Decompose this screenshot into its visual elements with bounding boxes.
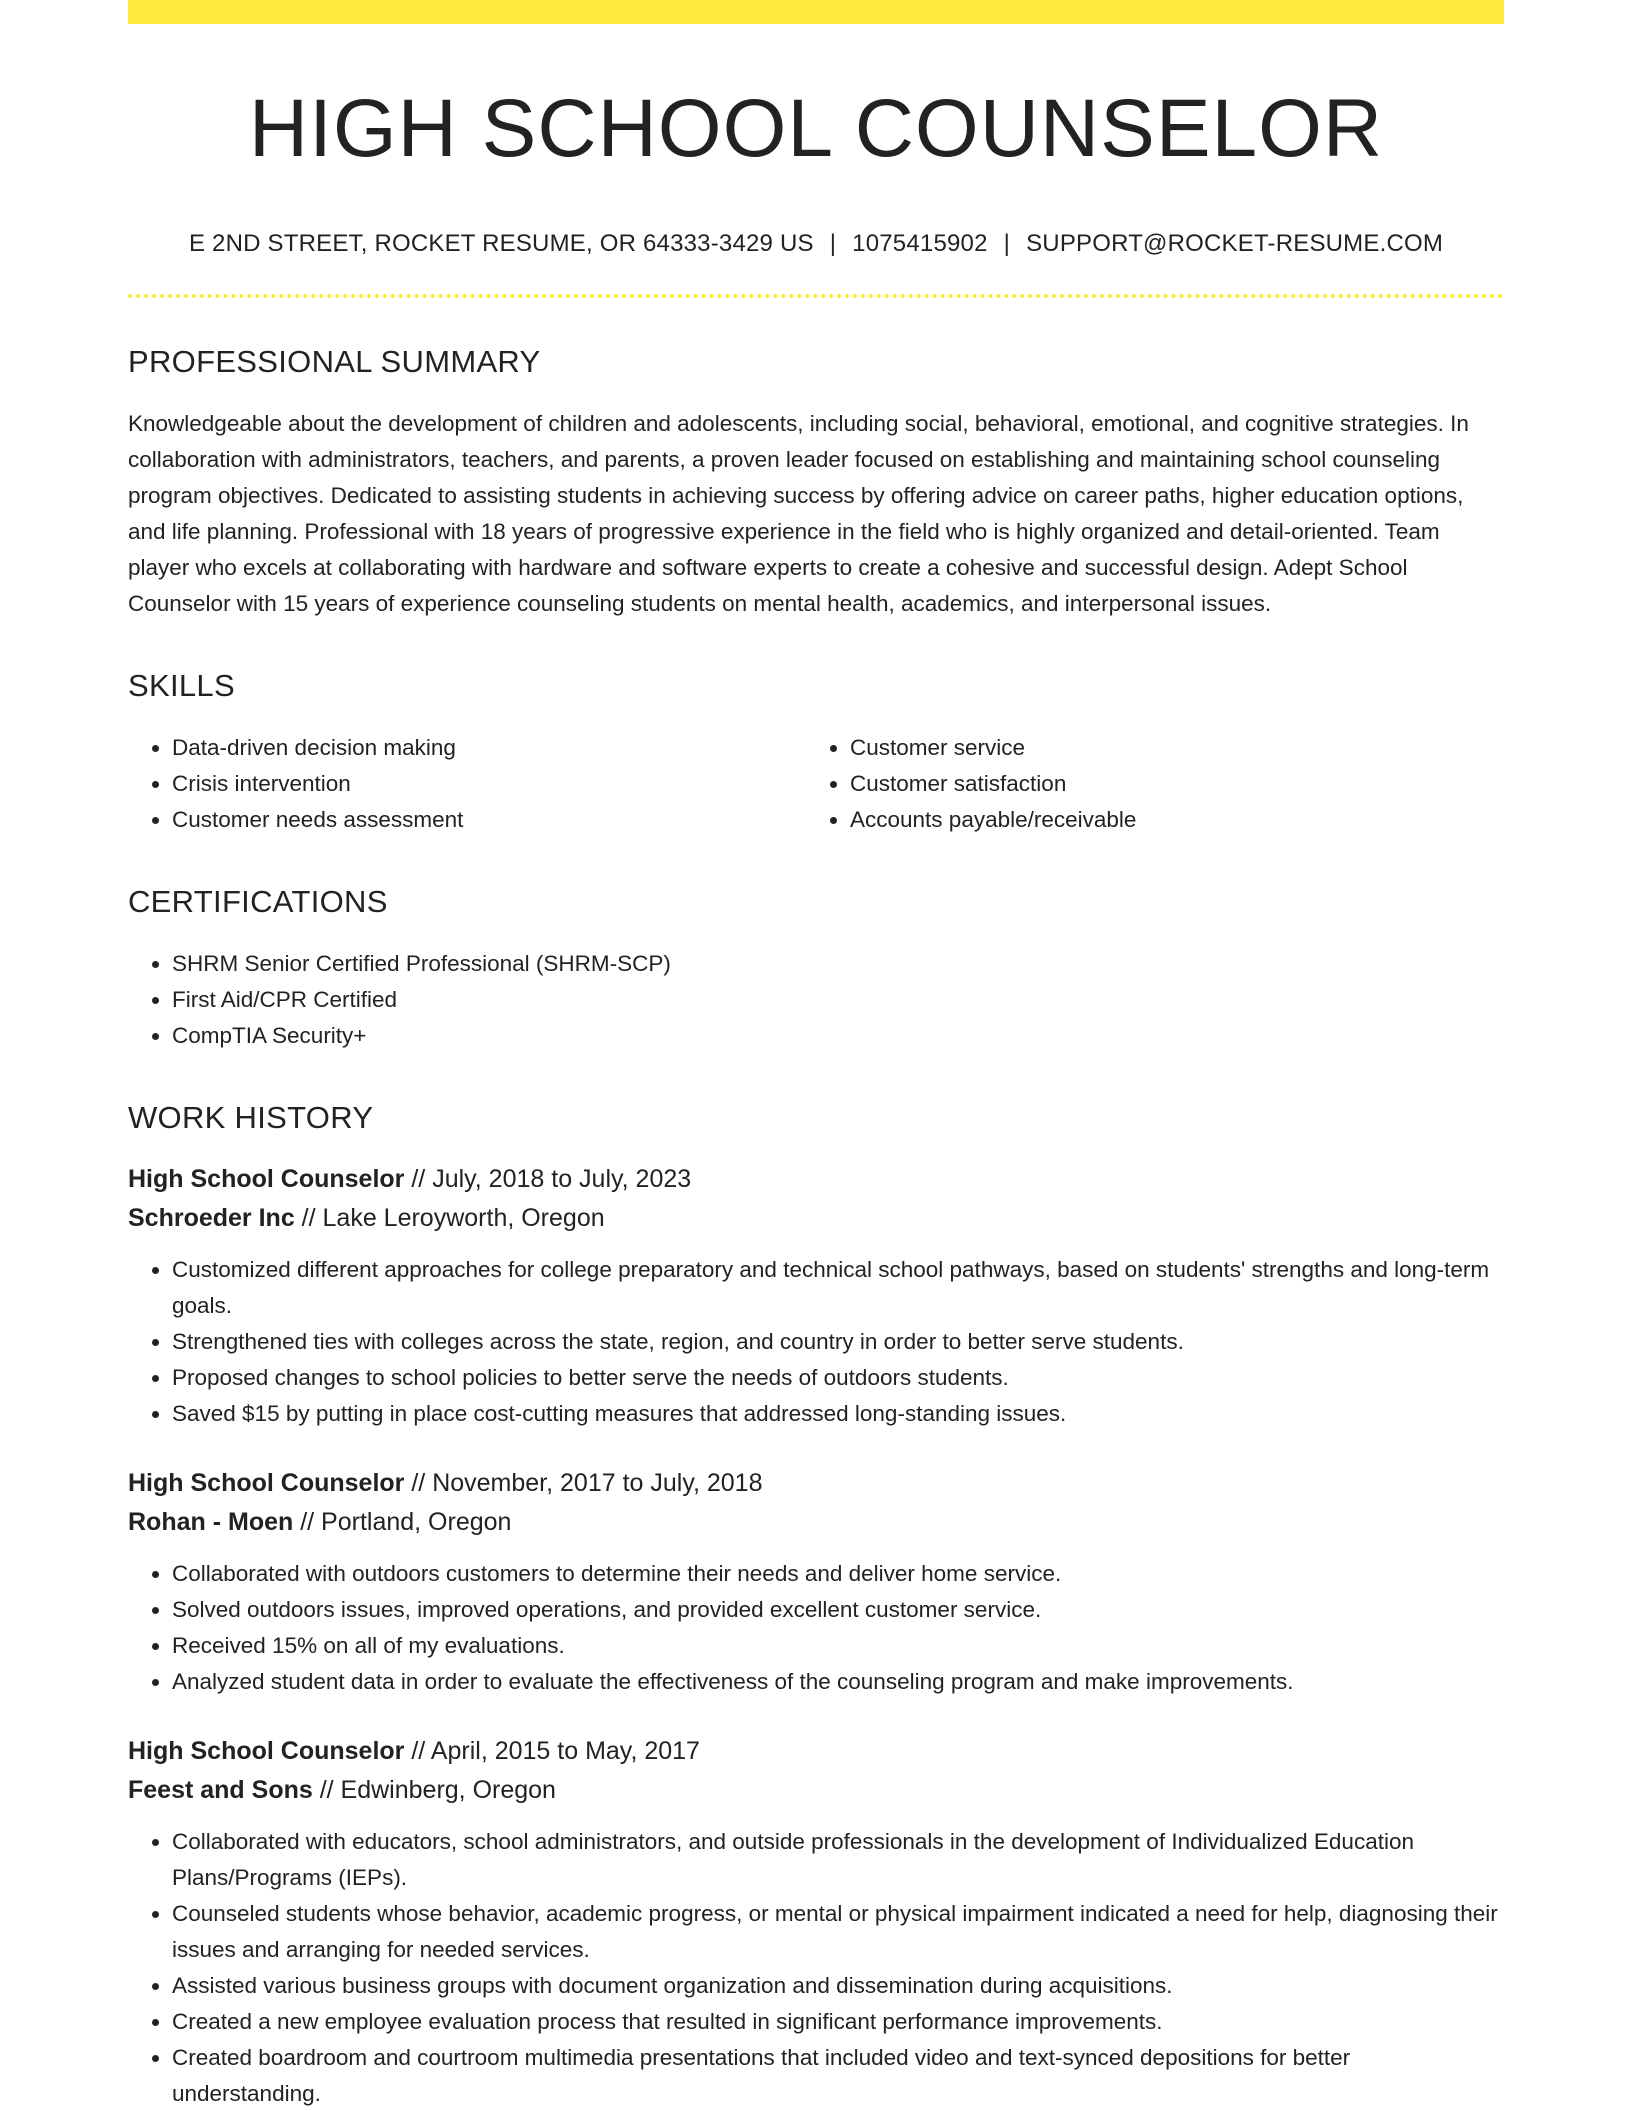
certification-item: • SHRM Senior Certified Professional (SHRM-SCP) — [172, 946, 1504, 982]
summary-text: Knowledgeable about the development of children and adolescents, including social, behavioral, emotional, and cognitive strategies. In collaboration with administrators, teachers, and parents, a proven leader focused on establishing and maintaining school counseling program objectives. Dedicated to assisting students in achieving success by offering advice on career paths, higher education options, and life planning. Professional with 18 years of progressive experience in the field who is highly organized and detail-oriented. Team player who excels at collaborating with hardware and software experts to create a cohesive and successful design. Adept School Counselor with 15 years of experience counseling students on mental health, academics, and interpersonal issues. — [128, 411, 1469, 617]
resume-page — [128, 0, 1504, 2112]
job-bullets — [128, 1252, 1504, 1432]
job-title-line — [128, 1464, 1504, 1503]
work-history-heading: WORK HISTORY — [128, 1100, 374, 1136]
job-bullet: • Collaborated with outdoors customers to determine their needs and deliver home service. — [172, 1556, 1504, 1592]
job-dates: // July, 2018 to July, 2023 — [404, 1165, 692, 1194]
skill-item: • Customer service — [850, 730, 1484, 766]
job-bullet: • Analyzed student data in order to evaluate the effectiveness of the counseling program and make improvements. — [172, 1664, 1504, 1700]
skills-column-2 — [806, 730, 1484, 838]
summary-heading: PROFESSIONAL SUMMARY — [128, 344, 541, 380]
job-location: // Lake Leroyworth, Oregon — [294, 1204, 605, 1233]
job-bullet: • Customized different approaches for college preparatory and technical school pathways, based on students' strengths and long-term goals. — [172, 1252, 1504, 1324]
candidate-title: HIGH SCHOOL COUNSELOR — [248, 83, 1384, 174]
contact-email: SUPPORT@ROCKET-RESUME.COM — [1026, 230, 1444, 258]
job-entry — [128, 1732, 1504, 2112]
contact-separator: | — [1003, 230, 1011, 258]
skill-item: • Data-driven decision making — [172, 730, 806, 766]
job-title-line — [128, 1732, 1504, 1771]
job-company-line — [128, 1503, 1504, 1542]
job-company-line — [128, 1199, 1504, 1238]
job-bullet: • Strengthened ties with colleges across the state, region, and country in order to better serve students. — [172, 1324, 1504, 1360]
job-location: // Portland, Oregon — [293, 1508, 512, 1537]
job-company: Feest and Sons — [128, 1776, 313, 1805]
job-dates: // November, 2017 to July, 2018 — [404, 1469, 763, 1498]
skills-list — [128, 730, 1504, 838]
skills-column-1 — [128, 730, 806, 838]
job-bullet: • Counseled students whose behavior, academic progress, or mental or physical impairment indicated a need for help, diagnosing their issues and arranging for needed services. — [172, 1896, 1504, 1968]
job-bullet: • Saved $15 by putting in place cost-cutting measures that addressed long-standing issues. — [172, 1396, 1504, 1432]
job-company: Schroeder Inc — [128, 1204, 295, 1233]
skill-item: • Accounts payable/receivable — [850, 802, 1484, 838]
job-location: // Edwinberg, Oregon — [312, 1776, 556, 1805]
job-bullet: • Created boardroom and courtroom multimedia presentations that included video and text-synced depositions for better understanding. — [172, 2040, 1504, 2112]
job-title-line — [128, 1160, 1504, 1199]
skill-item: • Customer needs assessment — [172, 802, 806, 838]
job-entry — [128, 1160, 1504, 1432]
job-company: Rohan - Moen — [128, 1508, 294, 1537]
job-bullets — [128, 1824, 1504, 2112]
certification-item: • CompTIA Security+ — [172, 1018, 1504, 1054]
contact-phone: 1075415902 — [852, 230, 988, 258]
contact-address: E 2ND STREET, ROCKET RESUME, OR 64333-3429 US — [188, 230, 814, 258]
job-bullet: • Created a new employee evaluation process that resulted in significant performance improvements. — [172, 2004, 1504, 2040]
job-bullet: • Collaborated with educators, school administrators, and outside professionals in the development of Individualized Education Plans/Programs (IEPs). — [172, 1824, 1504, 1896]
accent-bar — [128, 0, 1504, 24]
job-bullet: • Proposed changes to school policies to better serve the needs of outdoors students. — [172, 1360, 1504, 1396]
job-company-line — [128, 1771, 1504, 1810]
skills-heading: SKILLS — [128, 668, 235, 704]
job-role: High School Counselor — [128, 1165, 405, 1194]
certifications-list — [128, 946, 1504, 1054]
job-role: High School Counselor — [128, 1469, 405, 1498]
job-role: High School Counselor — [128, 1737, 405, 1766]
certifications-heading: CERTIFICATIONS — [128, 884, 388, 920]
contact-line — [128, 230, 1504, 258]
contact-separator: | — [829, 230, 837, 258]
skill-item: • Crisis intervention — [172, 766, 806, 802]
job-bullets — [128, 1556, 1504, 1700]
job-dates: // April, 2015 to May, 2017 — [404, 1737, 700, 1766]
certification-item: • First Aid/CPR Certified — [172, 982, 1504, 1018]
job-bullet: • Solved outdoors issues, improved operations, and provided excellent customer service. — [172, 1592, 1504, 1628]
dotted-divider — [128, 294, 1504, 298]
job-bullet: • Assisted various business groups with document organization and dissemination during acquisitions. — [172, 1968, 1504, 2004]
job-entry — [128, 1464, 1504, 1700]
job-bullet: • Received 15% on all of my evaluations. — [172, 1628, 1504, 1664]
skill-item: • Customer satisfaction — [850, 766, 1484, 802]
